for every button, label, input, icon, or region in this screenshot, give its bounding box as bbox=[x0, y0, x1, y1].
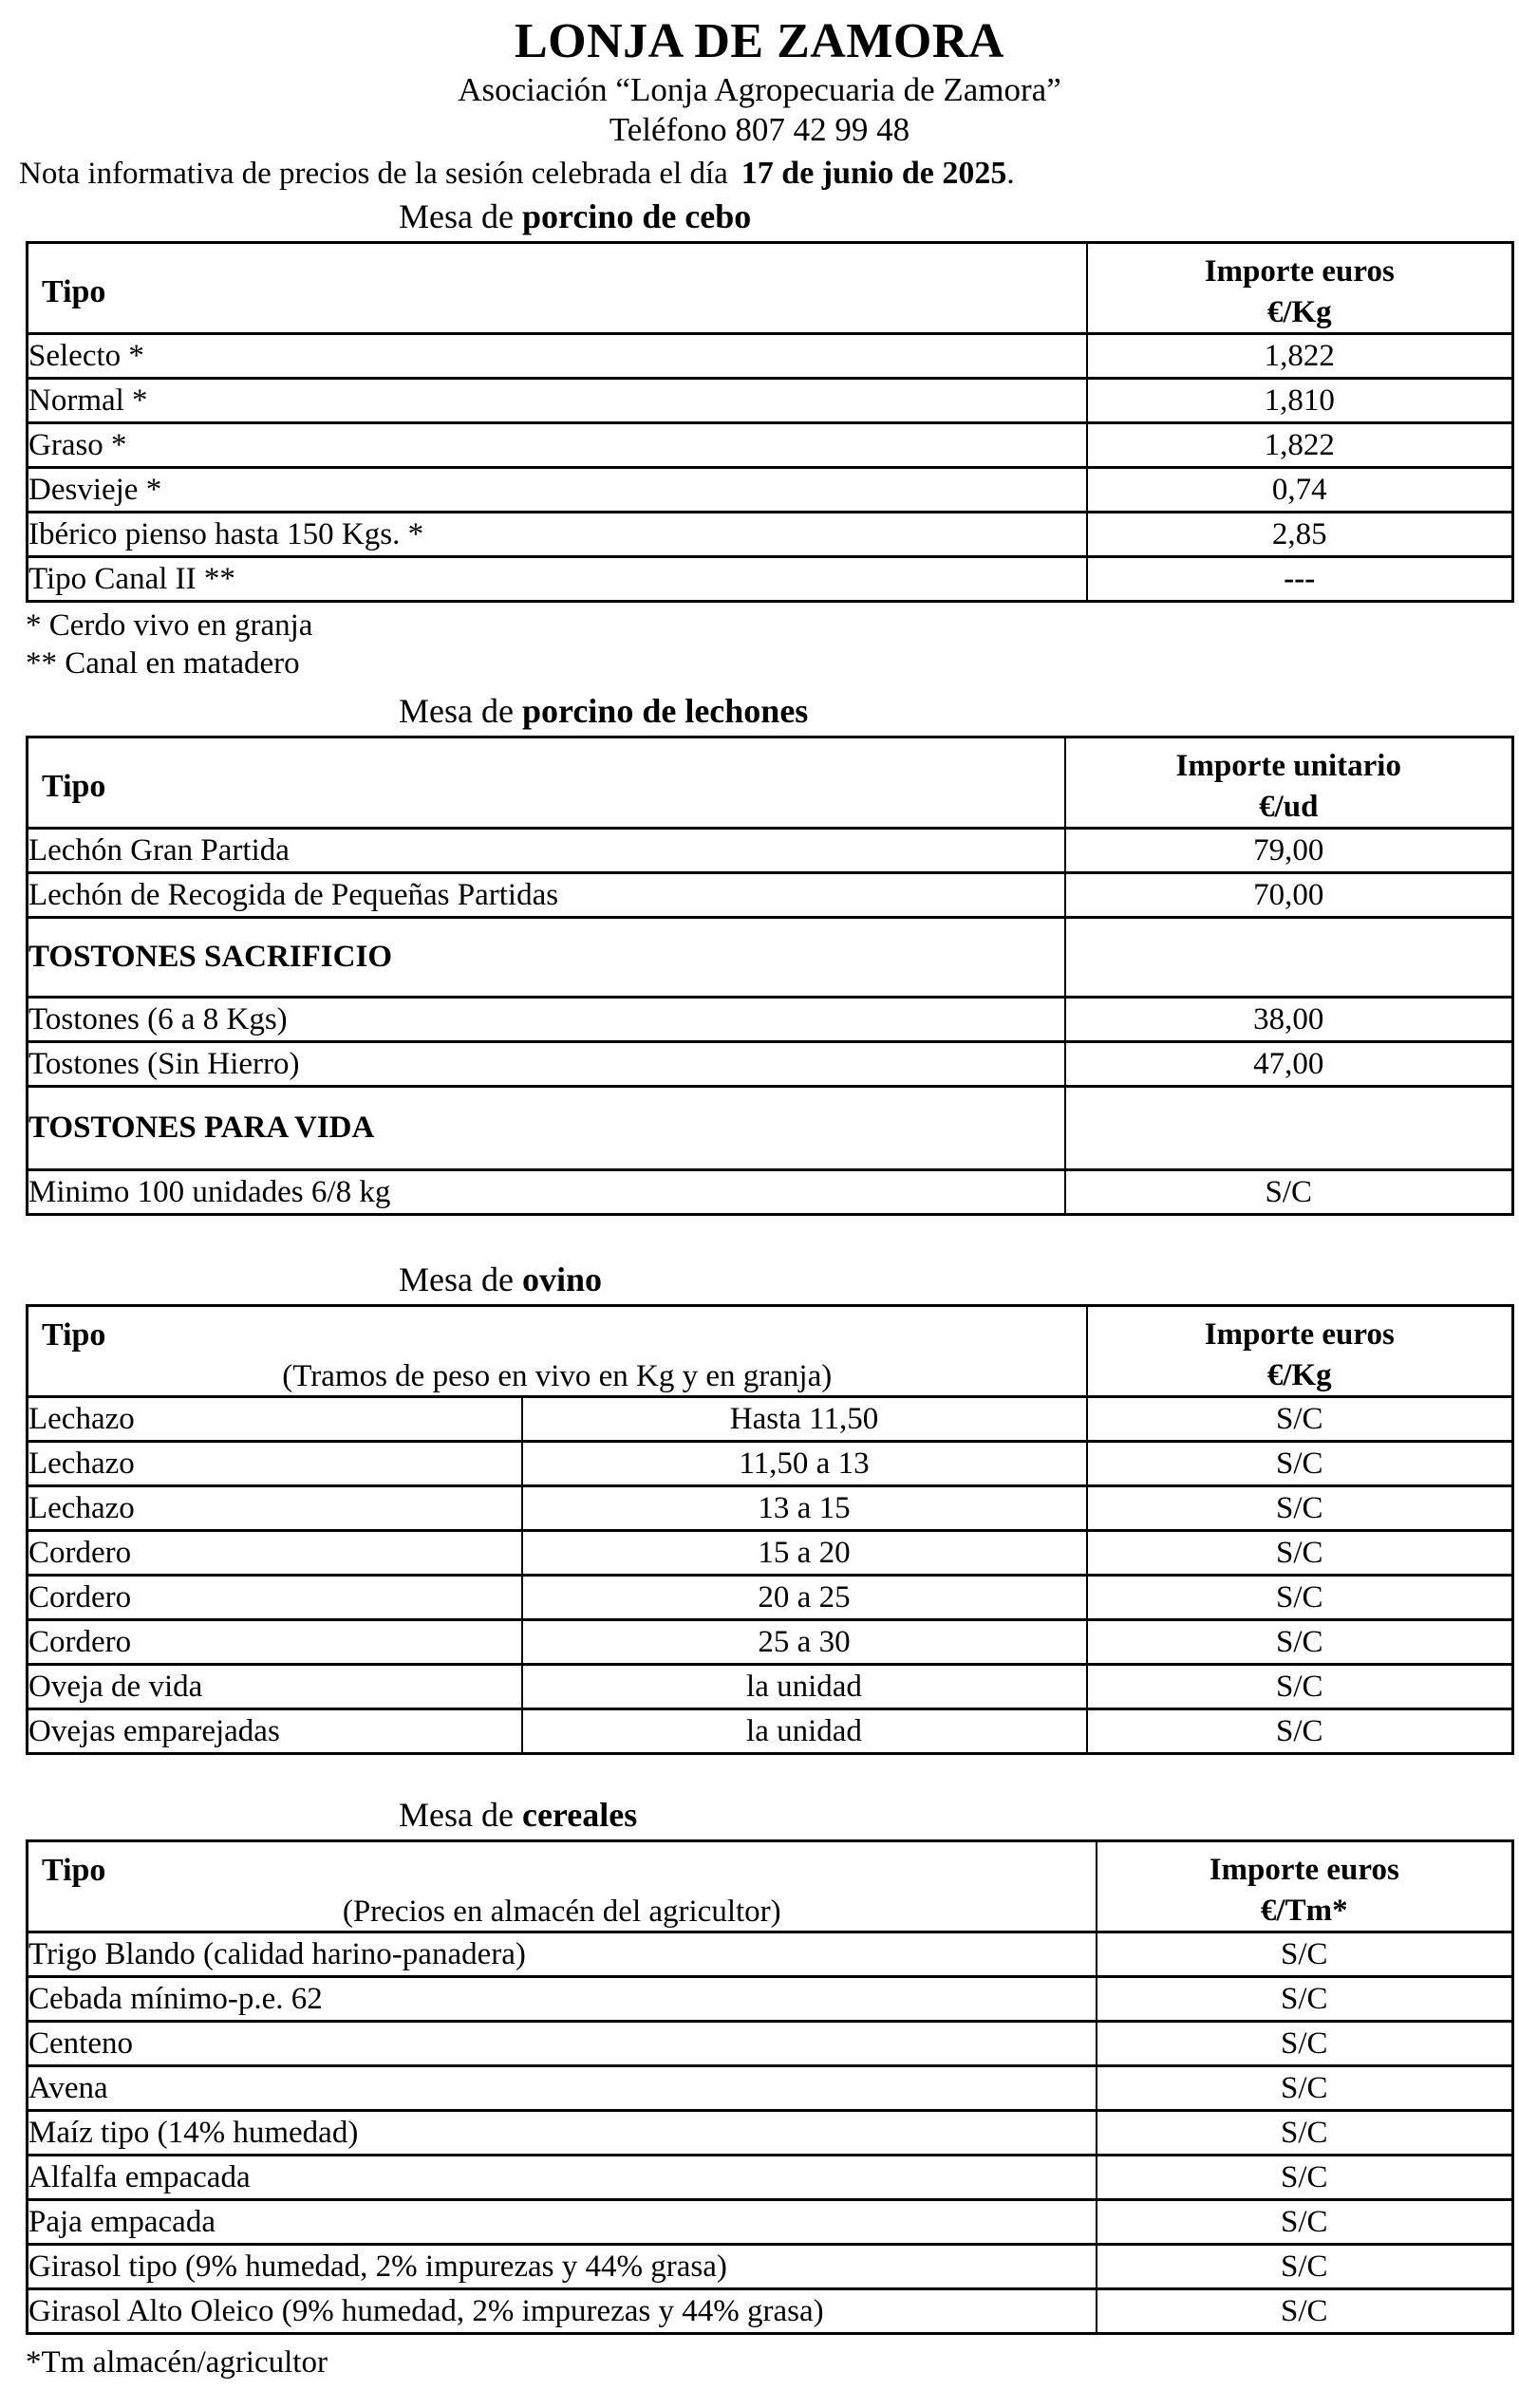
tramo-cell: la unidad bbox=[522, 1709, 1087, 1754]
column-header-unit: €/Kg bbox=[1266, 1358, 1332, 1392]
value-cell: S/C bbox=[1097, 2022, 1513, 2066]
table-row bbox=[28, 1531, 1513, 1576]
tipo-cell: Girasol tipo (9% humedad, 2% impurezas y 44% grasa) bbox=[28, 2245, 1097, 2289]
tipo-cell: Lechón de Recogida de Pequeñas Partidas bbox=[28, 873, 1065, 918]
table-row bbox=[28, 1486, 1513, 1531]
table-row bbox=[28, 1709, 1513, 1754]
value-cell: S/C bbox=[1087, 1397, 1513, 1442]
table-row bbox=[28, 2245, 1513, 2289]
table-group-row bbox=[28, 918, 1513, 998]
value-cell: S/C bbox=[1097, 2289, 1513, 2334]
tipo-cell: Lechazo bbox=[28, 1442, 522, 1486]
tipo-cell: Cordero bbox=[28, 1620, 522, 1665]
table-row bbox=[28, 1665, 1513, 1709]
table-row bbox=[28, 2156, 1513, 2200]
tipo-cell: Selecto * bbox=[28, 334, 1087, 379]
value-cell: S/C bbox=[1087, 1486, 1513, 1531]
tipo-cell: Girasol Alto Oleico (9% humedad, 2% impurezas y 44% grasa) bbox=[28, 2289, 1097, 2334]
footnote-tm-almacen: *Tm almacén/agricultor bbox=[26, 2345, 328, 2380]
tipo-cell: Avena bbox=[28, 2066, 1097, 2111]
table-row bbox=[28, 557, 1513, 602]
table-row bbox=[28, 1170, 1513, 1215]
column-header-tipo: Tipo bbox=[42, 1316, 106, 1353]
value-cell-empty bbox=[1065, 918, 1513, 998]
session-note bbox=[19, 155, 1519, 193]
table-row bbox=[28, 1042, 1513, 1087]
column-header-tramos: (Tramos de peso en vivo en Kg y en granja) bbox=[282, 1358, 833, 1393]
value-cell: S/C bbox=[1087, 1531, 1513, 1576]
table-row bbox=[28, 1397, 1513, 1442]
value-cell: 0,74 bbox=[1087, 468, 1513, 513]
table-cereales bbox=[26, 1839, 1514, 2335]
value-cell: S/C bbox=[1097, 1932, 1513, 1977]
value-cell: S/C bbox=[1097, 2066, 1513, 2111]
value-cell: S/C bbox=[1065, 1170, 1513, 1215]
table-porcino-cebo bbox=[26, 241, 1514, 603]
session-note-period: . bbox=[1006, 157, 1015, 191]
value-cell: --- bbox=[1087, 557, 1513, 602]
column-header-importe: Importe euros bbox=[1204, 254, 1395, 289]
table-group-row bbox=[28, 1087, 1513, 1170]
tramo-cell: la unidad bbox=[522, 1665, 1087, 1709]
association-subtitle: Asociación “Lonja Agropecuaria de Zamora” bbox=[458, 71, 1061, 108]
value-cell: S/C bbox=[1097, 2111, 1513, 2156]
table-header-row bbox=[28, 243, 1513, 334]
tipo-cell: Normal * bbox=[28, 379, 1087, 423]
value-cell: S/C bbox=[1097, 2200, 1513, 2245]
column-header-tipo: Tipo bbox=[42, 273, 106, 309]
tipo-cell: Ovejas emparejadas bbox=[28, 1709, 522, 1754]
column-header-importe: Importe unitario bbox=[1175, 749, 1401, 783]
column-header-importe: Importe euros bbox=[1209, 1853, 1399, 1887]
tramo-cell: 13 a 15 bbox=[522, 1486, 1087, 1531]
section-heading-cereales: Mesa de cereales bbox=[399, 1796, 638, 1834]
tipo-cell: Lechón Gran Partida bbox=[28, 829, 1065, 873]
tramo-cell: 15 a 20 bbox=[522, 1531, 1087, 1576]
column-header-unit: €/ud bbox=[1259, 790, 1319, 824]
table-row bbox=[28, 2066, 1513, 2111]
phone-line: Teléfono 807 42 99 48 bbox=[609, 111, 910, 148]
table-header-row bbox=[28, 737, 1513, 829]
column-header-importe: Importe euros bbox=[1204, 1317, 1395, 1352]
table-row bbox=[28, 998, 1513, 1042]
value-cell: S/C bbox=[1087, 1576, 1513, 1620]
tramo-cell: 25 a 30 bbox=[522, 1620, 1087, 1665]
tipo-cell: Tipo Canal II ** bbox=[28, 557, 1087, 602]
tipo-cell: Tostones (Sin Hierro) bbox=[28, 1042, 1065, 1087]
table-row bbox=[28, 1442, 1513, 1486]
column-header-precios: (Precios en almacén del agricultor) bbox=[342, 1894, 781, 1929]
column-header-tipo: Tipo bbox=[42, 1852, 106, 1888]
tipo-cell: Centeno bbox=[28, 2022, 1097, 2066]
tipo-cell: Cordero bbox=[28, 1576, 522, 1620]
page-title: LONJA DE ZAMORA bbox=[515, 14, 1004, 68]
table-ovino bbox=[26, 1304, 1514, 1755]
tipo-cell: Lechazo bbox=[28, 1486, 522, 1531]
tipo-cell: Minimo 100 unidades 6/8 kg bbox=[28, 1170, 1065, 1215]
table-row bbox=[28, 1977, 1513, 2022]
table-header-row bbox=[28, 1306, 1513, 1397]
section-heading-porcino-lechones: Mesa de porcino de lechones bbox=[399, 692, 809, 730]
table-row bbox=[28, 468, 1513, 513]
group-label-tostones-sacrificio: TOSTONES SACRIFICIO bbox=[28, 918, 1065, 998]
value-cell: 38,00 bbox=[1065, 998, 1513, 1042]
tipo-cell: Trigo Blando (calidad harino-panadera) bbox=[28, 1932, 1097, 1977]
tipo-cell: Paja empacada bbox=[28, 2200, 1097, 2245]
tipo-cell: Alfalfa empacada bbox=[28, 2156, 1097, 2200]
tipo-cell: Ibérico pienso hasta 150 Kgs. * bbox=[28, 513, 1087, 557]
table-row bbox=[28, 513, 1513, 557]
value-cell: S/C bbox=[1087, 1665, 1513, 1709]
table-row bbox=[28, 2200, 1513, 2245]
value-cell: S/C bbox=[1097, 2156, 1513, 2200]
section-heading-porcino-cebo: Mesa de porcino de cebo bbox=[399, 197, 752, 235]
section-heading-ovino: Mesa de ovino bbox=[399, 1260, 602, 1298]
table-row bbox=[28, 1620, 1513, 1665]
column-header-unit: €/Kg bbox=[1266, 295, 1332, 329]
session-note-text: Nota informativa de precios de la sesión celebrada el día bbox=[19, 157, 728, 191]
tipo-cell: Maíz tipo (14% humedad) bbox=[28, 2111, 1097, 2156]
value-cell-empty bbox=[1065, 1087, 1513, 1170]
value-cell: 2,85 bbox=[1087, 513, 1513, 557]
table-row bbox=[28, 2022, 1513, 2066]
table-row bbox=[28, 1576, 1513, 1620]
tipo-cell: Tostones (6 a 8 Kgs) bbox=[28, 998, 1065, 1042]
tipo-cell: Lechazo bbox=[28, 1397, 522, 1442]
table-row bbox=[28, 2111, 1513, 2156]
table-row bbox=[28, 873, 1513, 918]
tramo-cell: Hasta 11,50 bbox=[522, 1397, 1087, 1442]
value-cell: 1,822 bbox=[1087, 423, 1513, 468]
table-row bbox=[28, 829, 1513, 873]
table-row bbox=[28, 1932, 1513, 1977]
tipo-cell: Cordero bbox=[28, 1531, 522, 1576]
table-porcino-lechones bbox=[26, 736, 1514, 1216]
table-row bbox=[28, 379, 1513, 423]
value-cell: 70,00 bbox=[1065, 873, 1513, 918]
tipo-cell: Cebada mínimo-p.e. 62 bbox=[28, 1977, 1097, 2022]
table-row bbox=[28, 423, 1513, 468]
value-cell: 1,822 bbox=[1087, 334, 1513, 379]
value-cell: 47,00 bbox=[1065, 1042, 1513, 1087]
cebo-footnotes bbox=[26, 607, 1519, 682]
column-header-tipo: Tipo bbox=[42, 768, 106, 804]
tipo-cell: Desvieje * bbox=[28, 468, 1087, 513]
tramo-cell: 20 a 25 bbox=[522, 1576, 1087, 1620]
session-date: 17 de junio de 2025 bbox=[741, 156, 1007, 191]
value-cell: 1,810 bbox=[1087, 379, 1513, 423]
tramo-cell: 11,50 a 13 bbox=[522, 1442, 1087, 1486]
footnote-cerdo-vivo: * Cerdo vivo en granja bbox=[26, 608, 313, 643]
value-cell: S/C bbox=[1087, 1620, 1513, 1665]
value-cell: S/C bbox=[1097, 1977, 1513, 2022]
group-label-tostones-para-vida: TOSTONES PARA VIDA bbox=[28, 1087, 1065, 1170]
footnote-canal-matadero: ** Canal en matadero bbox=[26, 646, 300, 681]
column-header-unit: €/Tm* bbox=[1260, 1894, 1348, 1928]
table-row bbox=[28, 334, 1513, 379]
value-cell: S/C bbox=[1097, 2245, 1513, 2289]
table-row bbox=[28, 2289, 1513, 2334]
value-cell: S/C bbox=[1087, 1709, 1513, 1754]
tipo-cell: Graso * bbox=[28, 423, 1087, 468]
value-cell: S/C bbox=[1087, 1442, 1513, 1486]
value-cell: 79,00 bbox=[1065, 829, 1513, 873]
tipo-cell: Oveja de vida bbox=[28, 1665, 522, 1709]
table-header-row bbox=[28, 1841, 1513, 1932]
